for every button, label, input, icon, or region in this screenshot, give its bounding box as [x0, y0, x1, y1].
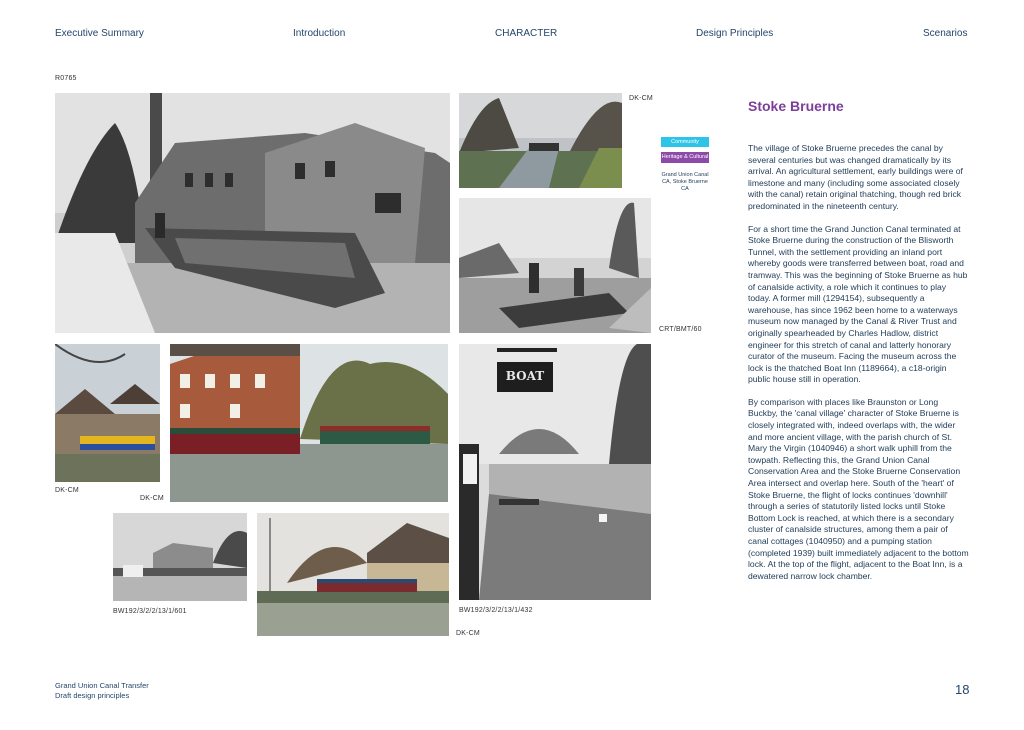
photo-ref-r0765: R0765 [55, 75, 77, 82]
photo-ref-bw-1: BW192/3/2/2/13/1/601 [113, 608, 187, 615]
paragraph-2: For a short time the Grand Junction Canal terminated at Stoke Bruerne during the construction of the Blisworth Tunnel, with the settlement providing an inland port whereby goods were transferred between boat, road and tramway. This was the beginning of Stoke Bruerne as hub of canalside activity, a role which it continues to play today. A former mill (1294154), subsequently a warehouse, has since 1962 been home to a waterways museum now managed by the Canal & River Trust and originally spearheaded by Charles Hadlow, district engineer for this stretch of canal and latterly honorary curator of the museum. Facing the museum across the lock is the thatched Boat Inn (1189664), a c18-origin public house still in operation. [748, 223, 968, 385]
photo-boat-inn-canal [257, 513, 449, 636]
nav-character[interactable]: CHARACTER [495, 28, 558, 39]
photo-boat-inn-sign [459, 344, 651, 600]
photo-stoke-cottage [55, 344, 160, 482]
body-text [748, 143, 970, 593]
photo-ref-crt: CRT/BMT/60 [659, 326, 702, 333]
nav-design-principles[interactable]: Design Principles [696, 28, 774, 39]
paragraph-3: By comparison with places like Braunston or Long Buckby, the 'canal village' character of Stoke Bruerne is closely integrated with, indeed overlaps with, the wider and more ancient village, with the parish church of St. Mary the Virgin (1040946) a short walk uphill from the towpath. Reflecting this, the Grand Union Canal Conservation Area and the Stoke Bruerne Conservation Area intersect and overlap here. South of the 'heart' of Stoke Bruerne, the flight of locks continues 'downhill' through a series of statutorily listed locks until Stoke Bottom Lock is reached, at which there is a secondary cluster of canalside structures, among them a pair of canal cottages (1040950) and a pumping station (completed 1939) built immediately adjacent to the bottom lock. At the top of the flight, adjacent to the Boat Inn, is a dewatered narrow lock chamber. [748, 396, 969, 581]
photo-lock-view [459, 93, 622, 188]
boat-sign-text: BOAT [505, 369, 545, 383]
page-title: Stoke Bruerne [748, 98, 844, 114]
photo-ref-dk-cm-2: DK-CM [55, 487, 79, 494]
conservation-area-label: Grand Union Canal CA, Stoke Bruerne CA [661, 172, 709, 192]
nav-scenarios[interactable]: Scenarios [923, 28, 968, 39]
heritage-tag: Heritage & Cultural [661, 152, 709, 163]
photo-pumping-station [113, 513, 247, 601]
photo-ref-bw-2: BW192/3/2/2/13/1/432 [459, 607, 533, 614]
footer-subtitle: Draft design principles [55, 691, 130, 700]
paragraph-1: The village of Stoke Bruerne precedes the canal by several centuries but was changed dramatically by its arrival. An agricultural settlement, early buildings were of limestone and many (including some associated closely with the canal) retain original thatching, though red brick predominated in the nineteenth century. [748, 143, 963, 211]
community-tag: Community [661, 137, 709, 147]
nav-executive-summary[interactable]: Executive Summary [55, 28, 144, 39]
photo-ref-dk-cm-3: DK-CM [140, 495, 164, 502]
footer-project-title: Grand Union Canal Transfer [55, 681, 149, 690]
photo-ref-dk-cm-4: DK-CM [456, 630, 480, 637]
photo-historic-lock-people [459, 198, 651, 333]
photo-historic-canal-boat [55, 93, 450, 333]
photo-museum-narrowboats [170, 344, 448, 502]
nav-introduction[interactable]: Introduction [293, 28, 346, 39]
page-number: 18 [955, 682, 970, 697]
photo-ref-dk-cm-1: DK-CM [629, 95, 653, 102]
